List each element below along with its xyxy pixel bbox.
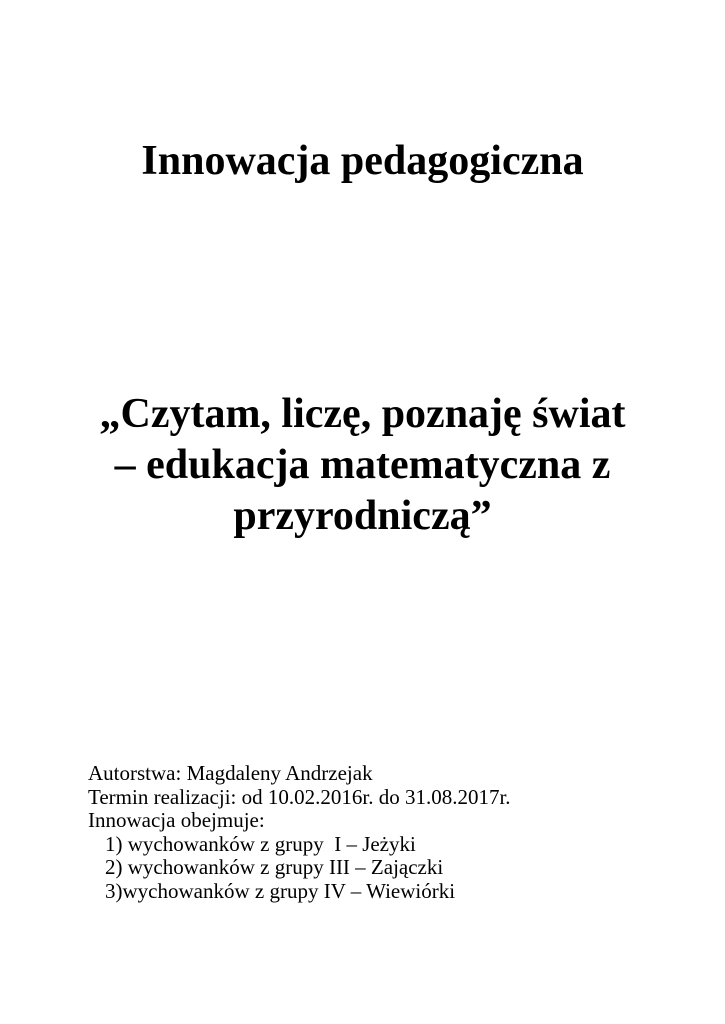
group-item: 1) wychowanków z grupy I – Jeżyki	[105, 831, 416, 856]
subtitle-line: – edukacja matematyczna z	[114, 442, 611, 488]
subtitle-line: „Czytam, liczę, poznaję świat	[99, 391, 626, 437]
group-item: 2) wychowanków z grupy III – Zajączki	[105, 855, 444, 879]
document-info	[88, 762, 511, 903]
document-title: Innowacja pedagogiczna	[141, 138, 584, 184]
groups-list	[88, 833, 511, 904]
subtitle-line: przyrodniczą”	[233, 493, 492, 539]
author-line: Autorstwa: Magdaleny Andrzejak	[88, 761, 373, 785]
document-subtitle	[60, 389, 665, 542]
scope-intro: Innowacja obejmuje:	[88, 808, 265, 832]
term-line: Termin realizacji: od 10.02.2016r. do 31.08.2017r.	[88, 784, 511, 809]
group-item: 3)wychowanków z grupy IV – Wiewiórki	[105, 878, 456, 903]
